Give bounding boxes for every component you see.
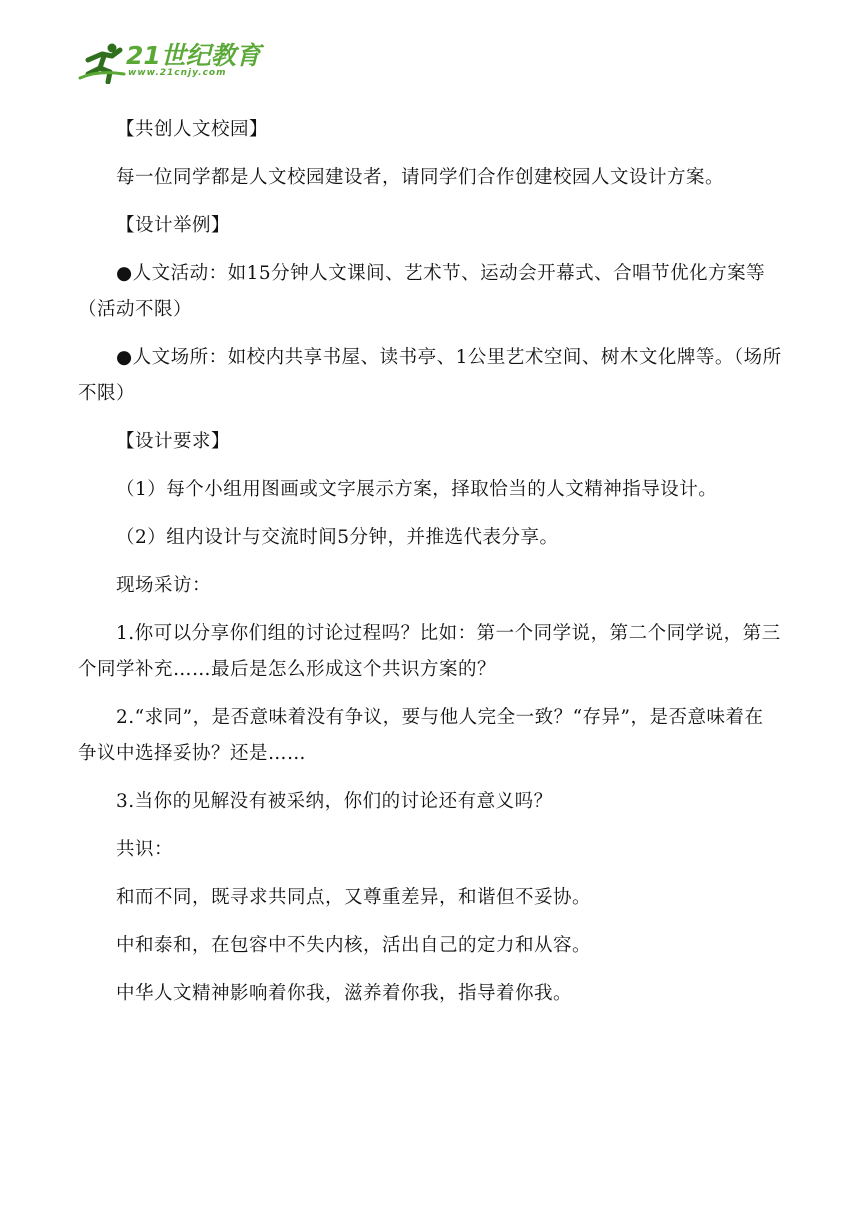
section-heading-examples: 【设计举例】 (116, 215, 231, 236)
interview-question-2: 2.“求同”，是否意味着没有争议，要与他人完全一致？“存异”，是否意味着在争议中选择妥协？还是…… (78, 707, 764, 764)
interview-question-3: 3.当你的见解没有被采纳，你们的讨论还有意义吗？ (116, 791, 553, 812)
interview-question-1: 1.你可以分享你们组的讨论过程吗？比如：第一个同学说，第二个同学说，第三个同学补充……最后是怎么形成这个共识方案的？ (78, 623, 781, 680)
requirement-2: （2）组内设计与交流时间5分钟，并推选代表分享。 (116, 527, 559, 548)
section-heading-create: 【共创人文校园】 (116, 119, 269, 140)
consensus-line-1: 和而不同，既寻求共同点，又尊重差异，和谐但不妥协。 (116, 887, 592, 908)
consensus-line-2: 中和泰和，在包容中不失内核，活出自己的定力和从容。 (116, 935, 592, 956)
logo-brand-text: 21世纪教育 (126, 41, 261, 70)
interview-heading: 现场采访： (116, 575, 212, 596)
logo-url-text: www.21cnjy.com (128, 68, 227, 78)
consensus-heading: 共识： (116, 839, 174, 860)
requirement-1: （1）每个小组用图画或文字展示方案，择取恰当的人文精神指导设计。 (116, 479, 718, 500)
runner-logo-icon (78, 40, 128, 84)
intro-paragraph: 每一位同学都是人文校园建设者，请同学们合作创建校园人文设计方案。 (116, 167, 725, 188)
example-places: ●人文场所：如校内共享书屋、读书亭、1公里艺术空间、树木文化牌等。（场所不限） (78, 347, 782, 404)
section-heading-requirements: 【设计要求】 (116, 431, 231, 452)
example-activities: ●人文活动：如15分钟人文课间、艺术节、运动会开幕式、合唱节优化方案等（活动不限） (78, 263, 766, 320)
document-body (78, 112, 782, 1024)
consensus-line-3: 中华人文精神影响着你我，滋养着你我，指导着你我。 (116, 983, 573, 1004)
header-logo (78, 40, 261, 84)
